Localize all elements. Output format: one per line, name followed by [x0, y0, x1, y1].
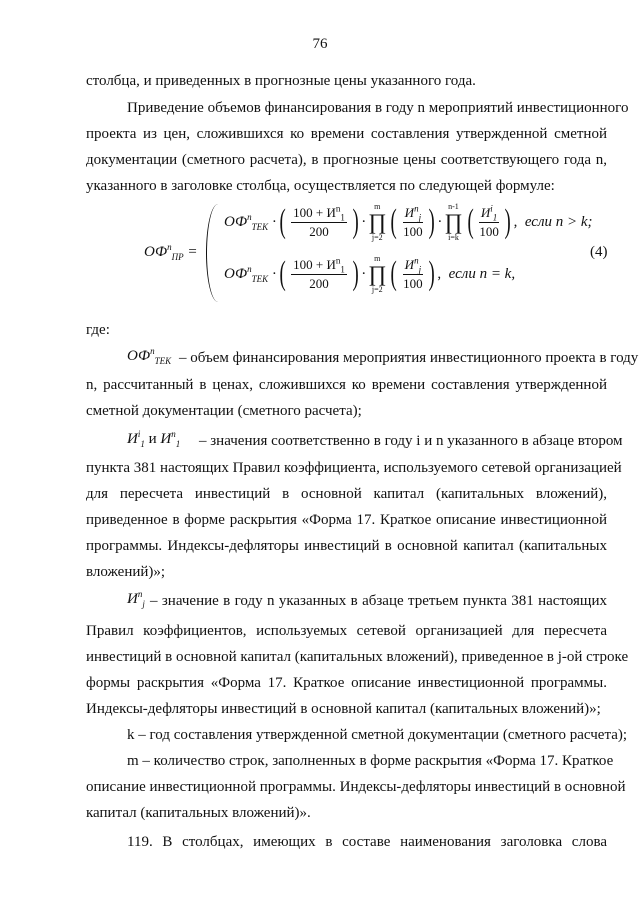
def3-line5: Индексы-дефляторы инвестиций в основной капитал (капитальных вложений)»; [86, 701, 601, 717]
lhs-symbol: ОФ [144, 244, 168, 260]
equation-number: (4) [590, 244, 608, 260]
where-label: где: [86, 322, 110, 338]
intro-line: столбца, и приведенных в прогнозные цены указанного года. [86, 73, 476, 89]
formula-case-1: $ОФ^n_{ТЕК}$ · ( $\frac{100 + И^n_1}{200}$ ) · m ∏ j=2 ( $\frac{И^n_j}{100}$ ) · n-1 ∏ i=k ( $\frac{И^i_1}{100}$ ) , если n > k; [224, 202, 593, 242]
lhs-sup: n [167, 242, 172, 252]
term-sup: n [247, 211, 252, 222]
product-2: n-1 ∏ i=k [444, 202, 463, 242]
def2-line4: приведенное в форме раскрытия «Форма 17. Краткое описание инвестиционной [86, 512, 607, 528]
term-symbol: ОФ [224, 213, 248, 230]
def5-line2: описание инвестиционной программы. Индексы-дефляторы инвестиций в основной [86, 779, 626, 795]
frac1-denominator: 200 [309, 223, 329, 239]
def1-symbol-text: ОФ [127, 348, 151, 364]
prod1-bottom: j=2 [371, 233, 383, 242]
def2-line1: – значения соответственно в году i и n указанного в абзаце втором [199, 433, 623, 449]
frac1-numerator: 100 + И [293, 204, 336, 220]
fraction-3: $\frac{И^i_1}{100}$ [479, 203, 499, 239]
product-1: m ∏ j=2 [368, 202, 387, 242]
formula-brace [206, 204, 219, 302]
def3-line3: инвестиций в основной капитал (капитальных вложений), приведенное в j-ой строке [86, 649, 629, 665]
page-number: 76 [312, 36, 328, 52]
para1-line1: Приведение объемов финансирования в году n мероприятий инвестиционного [127, 100, 629, 116]
prod2-top: n-1 [448, 202, 459, 211]
frac2-numerator: И [404, 204, 415, 220]
def1-symbol: $ОФ^n_{ТЕК}$ [127, 346, 172, 366]
def2-symbol1: И [127, 431, 138, 447]
def2-and: и [148, 431, 157, 447]
fraction-2: $\frac{И^n_j}{100}$ [403, 203, 423, 239]
para1-line4: указанного в заголовке столбца, осуществляется по следующей формуле: [86, 178, 555, 194]
frac3-denominator: 100 [479, 223, 499, 239]
formula-case-2: $ОФ^n_{ТЕК}$ · ( $\frac{100 + И^n_1}{200}$ ) · m ∏ j=2 ( $\frac{И^n_j}{100}$ ) , если n = k, [224, 254, 516, 294]
def2-symbol2: И [160, 431, 172, 447]
paragraph-119: 119. В столбцах, имеющих в составе наименования заголовка слова [127, 834, 607, 850]
prod2-bottom: i=k [448, 233, 459, 242]
def2-line2: пункта 381 настоящих Правил коэффициента, используемого сетевой организацией [86, 460, 622, 476]
def2-symbols: $И^i_1$ и $И^n_1$ [127, 429, 181, 449]
def3-symbol-text: И [127, 591, 138, 607]
def3-line2: Правил коэффициентов, используемых сетевой организацией для пересчета [86, 623, 607, 639]
formula-4 [120, 200, 620, 310]
frac2-denominator: 100 [403, 223, 423, 239]
definition-of-k: k – год составления утвержденной сметной документации (сметного расчета); [127, 727, 628, 743]
def2-line6: вложений)»; [86, 564, 166, 580]
def1-line1: – объем финансирования мероприятия инвестиционного проекта в году [179, 350, 639, 366]
def3-line4: формы раскрытия «Форма 17. Краткое описание инвестиционной программы. [86, 675, 607, 691]
def3-line1: – значение в году n указанных в абзаце третьем пункта 381 настоящих [150, 593, 607, 609]
def1-line3: сметной документации (сметного расчета); [86, 403, 362, 419]
lhs-sub: ПР [171, 252, 184, 262]
def3-symbol: $И^n_j$ [127, 589, 145, 609]
def2-line3: для пересчета инвестиций в основной капитал (капитальных вложений), [86, 486, 607, 502]
def1-line2: n, рассчитанный в ценах, сложившихся ко времени составления утвержденной [86, 377, 607, 393]
def5-line1: m – количество строк, заполненных в форме раскрытия «Форма 17. Краткое [127, 753, 614, 769]
def5-line3: капитал (капитальных вложений)». [86, 805, 311, 821]
term-sub: ТЕК [251, 221, 269, 232]
fraction-1: $\frac{100 + И^n_1}{200}$ [293, 203, 345, 239]
frac3-numerator: И [480, 204, 491, 220]
para1-line2: проекта из цен, сложившихся ко времени составления утвержденной сметной [86, 126, 607, 142]
def2-line5: программы. Индексы-дефляторы инвестиций в основной капитал (капитальных [86, 538, 607, 554]
condition-2: если n = k, [448, 265, 516, 282]
condition-1: если n > k; [524, 213, 593, 230]
prod1-top: m [374, 202, 381, 211]
para1-line3: документации (сметного расчета), в прогнозные цены соответствующего года n, [86, 152, 607, 168]
formula-lhs: $ОФ^n_{ПР}$ = [144, 242, 198, 262]
